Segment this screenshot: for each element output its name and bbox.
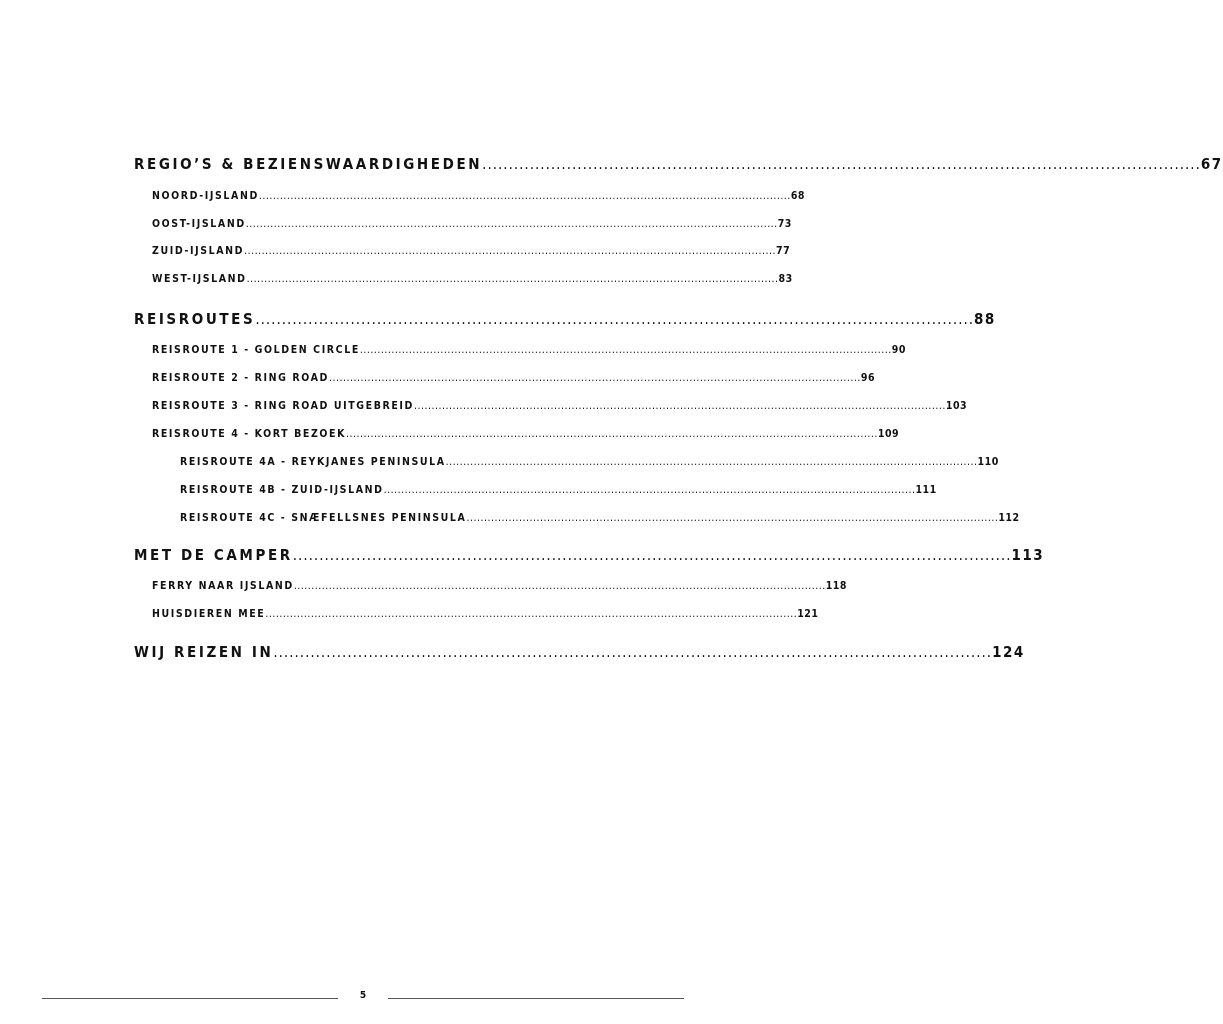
toc-entry-title: REISROUTE 3 - RING ROAD UITGEBREID (152, 400, 414, 412)
toc-entry-west-ijsland[interactable] (152, 272, 793, 286)
toc-entry-met-de-camper[interactable] (134, 545, 1045, 565)
toc-entry-reisroute-2[interactable] (152, 371, 876, 385)
toc-entry-title: MET DE CAMPER (134, 546, 293, 564)
dot-leader: ........................................................................................................................................................ (265, 608, 798, 620)
dot-leader: ........................................................................................................................................................ (466, 512, 999, 524)
toc-entry-regios[interactable] (134, 154, 1223, 174)
footer-rule-left (42, 998, 338, 999)
dot-leader: ........................................................................................................................................................ (383, 484, 916, 496)
toc-entry-page: 88 (974, 310, 996, 328)
toc-entry-page: 110 (977, 456, 999, 468)
toc-entry-page: 121 (797, 608, 819, 620)
dot-leader: ........................................................................................................................................................ (246, 273, 779, 285)
dot-leader: ........................................................................................................................................................ (445, 456, 978, 468)
toc-entry-noord-ijsland[interactable] (152, 189, 805, 203)
toc-entry-reisroute-4[interactable] (152, 427, 900, 441)
toc-entry-page: 96 (860, 372, 876, 384)
toc-entry-title: ZUID-IJSLAND (152, 245, 245, 257)
toc-entry-huisdieren-mee[interactable] (152, 607, 819, 621)
toc-entry-title: OOST-IJSLAND (152, 218, 246, 230)
toc-entry-page: 113 (1011, 546, 1045, 564)
toc-entry-title: WEST-IJSLAND (152, 273, 247, 285)
toc-entry-title: HUISDIEREN MEE (152, 608, 266, 620)
toc-entry-title: REISROUTE 4B - ZUID-IJSLAND (180, 484, 384, 496)
page-number: 5 (359, 990, 367, 1001)
toc-entry-page: 83 (778, 273, 793, 285)
toc-entry-page: 111 (915, 484, 937, 496)
footer-rule-right (388, 998, 684, 999)
toc-entry-zuid-ijsland[interactable] (152, 244, 791, 258)
dot-leader: ........................................................................................................................................ (255, 310, 975, 328)
toc-entry-title: REISROUTES (134, 310, 256, 328)
toc-entry-title: NOORD-IJSLAND (152, 190, 259, 202)
toc-entry-page: 112 (998, 512, 1020, 524)
toc-entry-wij-reizen-in[interactable] (134, 642, 1025, 662)
toc-entry-title: REISROUTE 4 - KORT BEZOEK (152, 428, 346, 440)
toc-entry-reisroute-3[interactable] (152, 399, 968, 413)
toc-entry-title: REISROUTE 1 - GOLDEN CIRCLE (152, 344, 360, 356)
dot-leader: ........................................................................................................................................ (292, 546, 1012, 564)
dot-leader: ........................................................................................................................................................ (244, 245, 776, 257)
toc-entry-page: 73 (777, 218, 792, 230)
toc-entry-page: 68 (790, 190, 805, 202)
dot-leader: ........................................................................................................................................................ (293, 580, 826, 592)
toc-entry-page: 109 (877, 428, 900, 440)
dot-leader: ........................................................................................................................................ (482, 155, 1201, 173)
toc-entry-reisroute-1[interactable] (152, 343, 906, 357)
toc-entry-reisroutes[interactable] (134, 309, 996, 329)
dot-leader: ........................................................................................................................................................ (258, 190, 791, 202)
toc-entry-page: 118 (825, 580, 847, 592)
toc-entry-reisroute-4c[interactable] (180, 511, 1020, 525)
toc-entry-page: 124 (992, 643, 1025, 661)
toc-entry-reisroute-4b[interactable] (180, 483, 937, 497)
toc-entry-page: 67 (1200, 155, 1223, 173)
toc-entry-page: 90 (891, 344, 906, 356)
toc-entry-title: FERRY NAAR IJSLAND (152, 580, 294, 592)
toc-entry-page: 103 (945, 400, 968, 412)
toc-entry-page: 77 (776, 245, 791, 257)
dot-leader: ........................................................................................................................................................ (359, 344, 892, 356)
dot-leader: ........................................................................................................................................................ (328, 372, 861, 384)
toc-entry-reisroute-4a[interactable] (180, 455, 999, 469)
toc-entry-title: REISROUTE 4A - REYKJANES PENINSULA (180, 456, 446, 468)
toc-entry-title: REISROUTE 2 - RING ROAD (152, 372, 329, 384)
toc-entry-title: WIJ REIZEN IN (134, 643, 274, 661)
toc-entry-oost-ijsland[interactable] (152, 217, 792, 231)
dot-leader: ........................................................................................................................................................ (346, 428, 878, 440)
toc-entry-title: REGIO’S & BEZIENSWAARDIGHEDEN (134, 155, 483, 173)
toc-entry-title: REISROUTE 4C - SNÆFELLSNES PENINSULA (180, 512, 467, 524)
dot-leader: ........................................................................................................................................ (273, 643, 993, 661)
dot-leader: ........................................................................................................................................................ (245, 218, 778, 230)
toc-entry-ferry-naar-ijsland[interactable] (152, 579, 847, 593)
dot-leader: ........................................................................................................................................................ (414, 400, 946, 412)
